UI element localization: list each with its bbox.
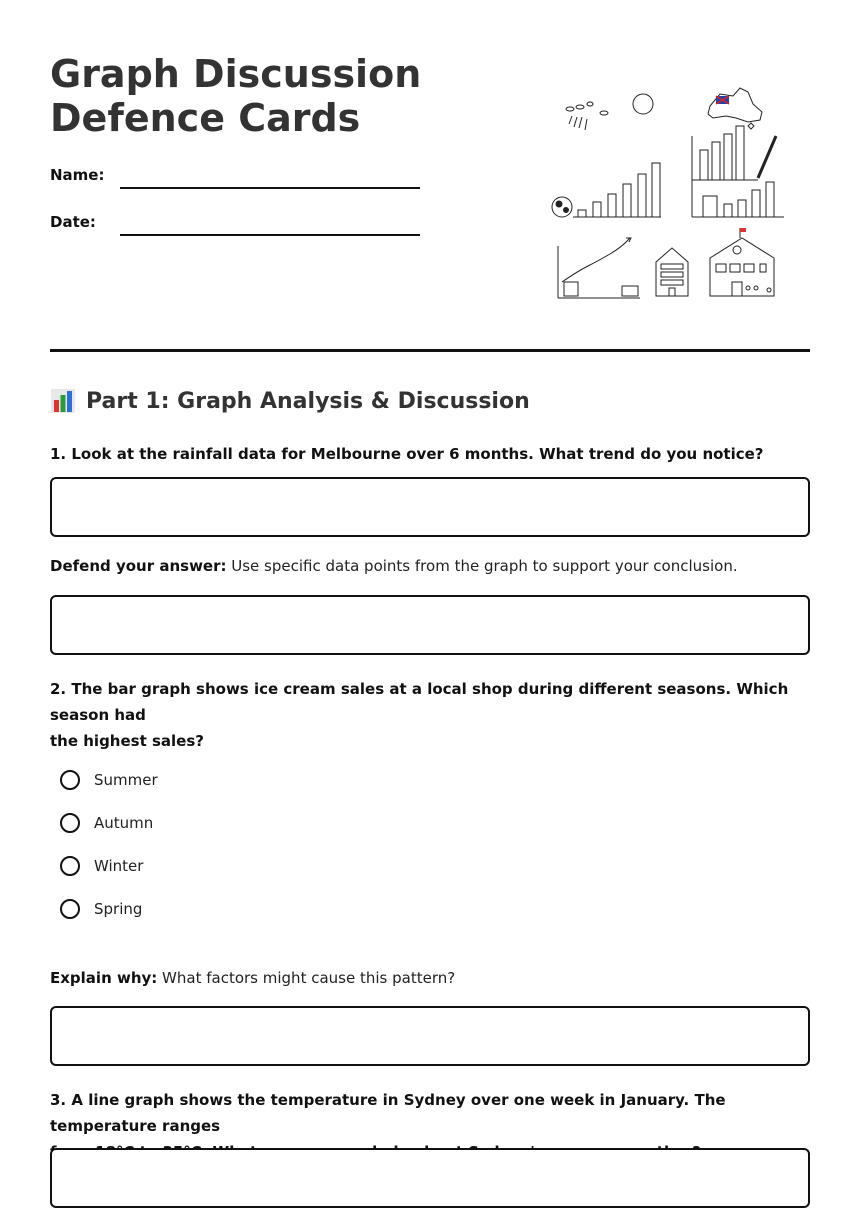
q1-defend-label: Defend your answer: [50,557,227,575]
question-2-line-2: the highest sales? [50,732,204,750]
q1-defend-box[interactable] [50,595,810,655]
q3-answer-box[interactable] [50,1148,810,1208]
worksheet-title [50,52,470,140]
radio-winter[interactable] [60,856,80,876]
question-1: 1. Look at the rainfall data for Melbourne over 6 months. What trend do you notice? [50,445,764,463]
question-2 [50,676,810,754]
option-summer[interactable] [60,770,158,790]
date-label: Date: [50,213,96,231]
name-label: Name: [50,166,105,184]
section-heading [50,388,530,414]
q1-answer-box[interactable] [50,477,810,537]
q2-explain-text: What factors might cause this pattern? [157,969,456,987]
radio-spring[interactable] [60,899,80,919]
q1-defend-note [50,557,738,575]
option-autumn-label: Autumn [94,814,154,832]
radio-autumn[interactable] [60,813,80,833]
q2-explain-box[interactable] [50,1006,810,1066]
section-title: Part 1: Graph Analysis & Discussion [86,388,530,414]
option-winter-label: Winter [94,857,144,875]
option-spring[interactable] [60,899,142,919]
q2-explain-label: Explain why: [50,969,158,987]
question-2-line-1: 2. The bar graph shows ice cream sales at a local shop during different seasons. Which season had [50,680,789,724]
header-divider [50,349,810,352]
option-spring-label: Spring [94,900,143,918]
option-autumn[interactable] [60,813,153,833]
title-line-2: Defence Cards [50,96,361,140]
australia-graphs-doodle-icon [548,86,788,306]
option-summer-label: Summer [94,771,158,789]
radio-summer[interactable] [60,770,80,790]
option-winter[interactable] [60,856,143,876]
question-3-line-1: 3. A line graph shows the temperature in Sydney over one week in January. The temperature ranges [50,1091,726,1135]
name-field[interactable] [120,187,420,189]
q1-defend-text: Use specific data points from the graph to support your conclusion. [226,557,738,575]
q2-explain-note [50,969,455,987]
bar-chart-icon [50,388,76,414]
title-line-1: Graph Discussion [50,52,422,96]
date-field[interactable] [120,234,420,236]
